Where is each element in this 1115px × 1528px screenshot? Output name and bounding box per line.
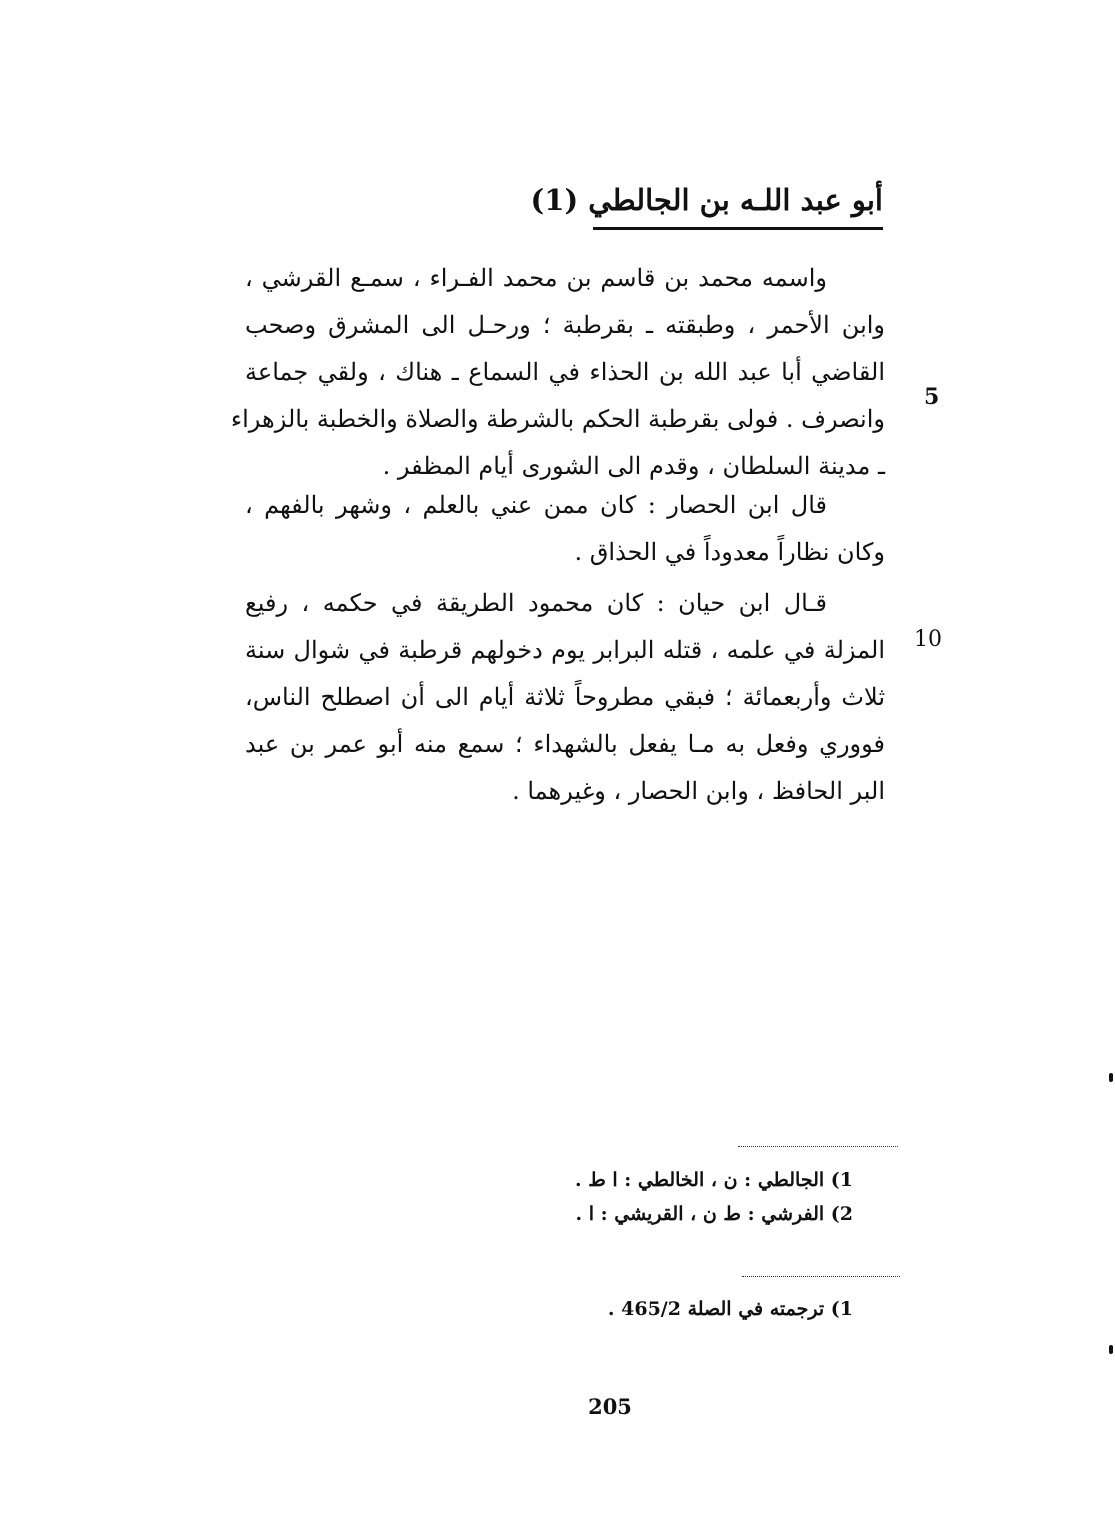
text-line: القاضي أبا عبد الله بن الحذاء في السماع ـ هناك ، ولقي جماعة (245, 358, 885, 386)
paragraph-1 (230, 255, 886, 490)
line-number-5: 5 (924, 384, 940, 410)
text-line: فووري وفعل به مـا يفعل بالشهداء ؛ سمع منه أبو عمر بن عبد (245, 730, 885, 758)
paragraph-3 (245, 580, 885, 815)
entry-heading: أبو عبد اللـه بن الجالطي (1) (530, 183, 883, 217)
text-line: البر الحافظ ، وابن الحصار ، وغيرهما . (512, 777, 885, 805)
line-number-10: 10 (914, 627, 942, 652)
reference-note-1: 1) ترجمته في الصلة 465/2 . (607, 1298, 853, 1320)
text-line: وابن الأحمر ، وطبقته ـ بقرطبة ؛ ورحـل الى المشرق وصحب (245, 311, 886, 339)
text-line: قـال ابن حيان : كان محمود الطريقة في حكمه ، رفيع (245, 589, 827, 617)
text-line: ـ مدينة السلطان ، وقدم الى الشورى أيام المظفر . (382, 452, 885, 480)
scan-mark (1109, 1345, 1113, 1354)
scan-mark (1109, 1073, 1113, 1082)
variant-note-2: 2) الفرشي : ط ن ، القريشي : ا . (575, 1203, 853, 1225)
text-line: ثلاث وأربعمائة ؛ فبقي مطروحاً ثلاثة أيام الى أن اصطلح الناس، (245, 683, 886, 711)
text-line: قال ابن الحصار : كان ممن عني بالعلم ، وشهر بالفهم ، (245, 491, 827, 519)
variant-note-1: 1) الجالطي : ن ، الخالطي : ا ط . (574, 1169, 853, 1191)
text-line: المزلة في علمه ، قتله البرابر يوم دخولهم قرطبة في شوال سنة (245, 636, 885, 664)
text-line: وكان نظاراً معدوداً في الحذاق . (574, 538, 885, 566)
footnote-separator-variants (738, 1146, 898, 1147)
footnote-separator-references (742, 1276, 900, 1277)
text-line: واسمه محمد بن قاسم بن محمد الفـراء ، سمـع القرشي ، (245, 264, 827, 292)
paragraph-2 (245, 482, 885, 576)
text-line: وانصرف . فولى بقرطبة الحكم بالشرطة والصلاة والخطبة بالزهراء (230, 405, 885, 433)
heading-underline (593, 227, 883, 230)
page-number: 205 (588, 1394, 632, 1419)
